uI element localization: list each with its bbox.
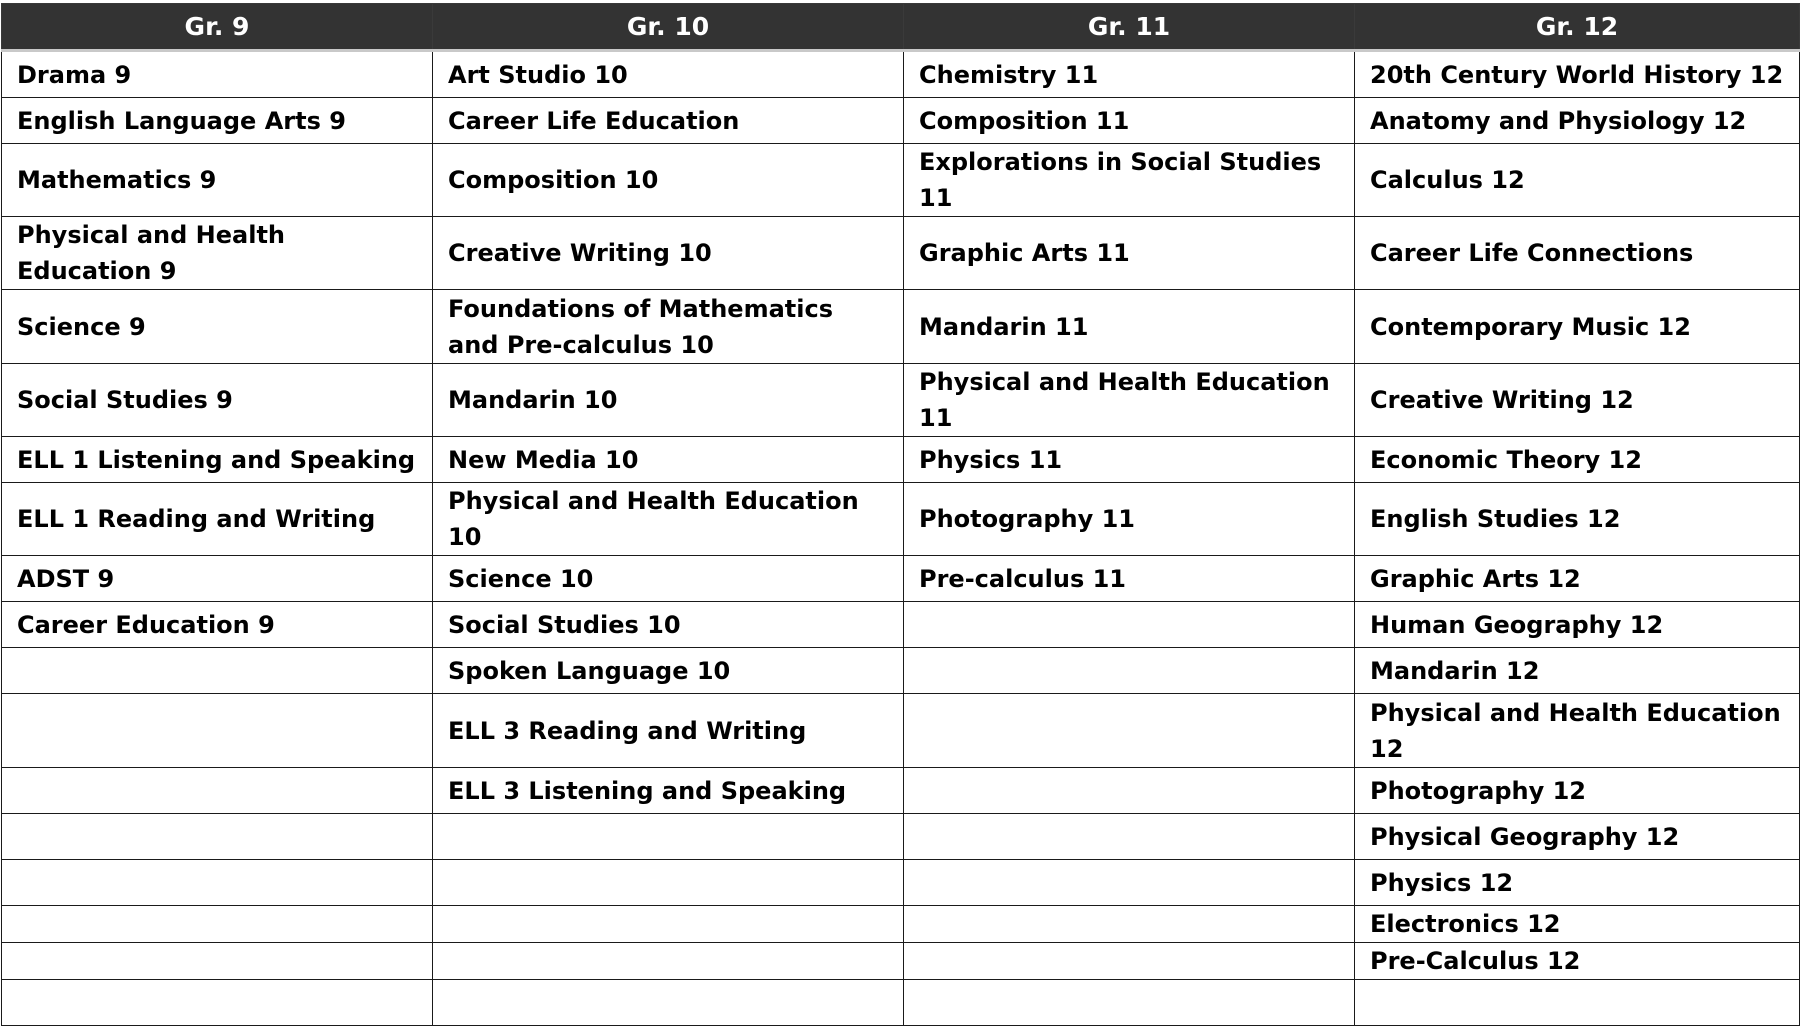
course-cell-grade-9 bbox=[2, 814, 433, 860]
table-row bbox=[2, 768, 1800, 814]
table-body bbox=[2, 51, 1800, 1026]
course-cell-grade-11: Composition 11 bbox=[904, 98, 1355, 144]
course-cell-grade-9 bbox=[2, 694, 433, 768]
course-cell-grade-10 bbox=[433, 814, 904, 860]
course-cell-grade-11: Physics 11 bbox=[904, 437, 1355, 483]
course-cell-grade-9: ELL 1 Reading and Writing bbox=[2, 483, 433, 556]
table-row bbox=[2, 364, 1800, 437]
course-cell-grade-12: Contemporary Music 12 bbox=[1355, 290, 1800, 364]
header-grade-10: Gr. 10 bbox=[433, 4, 904, 51]
course-cell-grade-12: Creative Writing 12 bbox=[1355, 364, 1800, 437]
course-cell-grade-9 bbox=[2, 768, 433, 814]
course-cell-grade-10: Science 10 bbox=[433, 556, 904, 602]
table-row bbox=[2, 290, 1800, 364]
course-cell-grade-12 bbox=[1355, 980, 1800, 1026]
course-cell-grade-9: English Language Arts 9 bbox=[2, 98, 433, 144]
course-cell-grade-12: 20th Century World History 12 bbox=[1355, 51, 1800, 98]
course-cell-grade-12: Photography 12 bbox=[1355, 768, 1800, 814]
course-cell-grade-12: Human Geography 12 bbox=[1355, 602, 1800, 648]
header-row bbox=[2, 4, 1800, 51]
header-grade-11: Gr. 11 bbox=[904, 4, 1355, 51]
course-cell-grade-11: Graphic Arts 11 bbox=[904, 217, 1355, 290]
course-cell-grade-10: Spoken Language 10 bbox=[433, 648, 904, 694]
course-cell-grade-10: New Media 10 bbox=[433, 437, 904, 483]
course-cell-grade-10: Physical and Health Education 10 bbox=[433, 483, 904, 556]
course-table bbox=[1, 3, 1800, 1026]
course-cell-grade-10: Art Studio 10 bbox=[433, 51, 904, 98]
course-cell-grade-9 bbox=[2, 943, 433, 980]
course-cell-grade-11 bbox=[904, 860, 1355, 906]
course-cell-grade-12: Economic Theory 12 bbox=[1355, 437, 1800, 483]
course-cell-grade-10: Creative Writing 10 bbox=[433, 217, 904, 290]
course-cell-grade-10: Career Life Education bbox=[433, 98, 904, 144]
course-cell-grade-11 bbox=[904, 648, 1355, 694]
course-cell-grade-10: Social Studies 10 bbox=[433, 602, 904, 648]
course-cell-grade-9: Social Studies 9 bbox=[2, 364, 433, 437]
course-cell-grade-9 bbox=[2, 980, 433, 1026]
table-row bbox=[2, 217, 1800, 290]
course-cell-grade-9: Science 9 bbox=[2, 290, 433, 364]
course-cell-grade-9 bbox=[2, 860, 433, 906]
course-cell-grade-9: Drama 9 bbox=[2, 51, 433, 98]
course-cell-grade-10 bbox=[433, 943, 904, 980]
course-cell-grade-10: ELL 3 Reading and Writing bbox=[433, 694, 904, 768]
table-row bbox=[2, 943, 1800, 980]
table-row bbox=[2, 648, 1800, 694]
course-cell-grade-11: Chemistry 11 bbox=[904, 51, 1355, 98]
course-cell-grade-11 bbox=[904, 906, 1355, 943]
course-cell-grade-12: Physical Geography 12 bbox=[1355, 814, 1800, 860]
table-header bbox=[2, 4, 1800, 51]
course-cell-grade-11: Pre-calculus 11 bbox=[904, 556, 1355, 602]
course-cell-grade-9 bbox=[2, 906, 433, 943]
course-cell-grade-12: English Studies 12 bbox=[1355, 483, 1800, 556]
course-cell-grade-9: Career Education 9 bbox=[2, 602, 433, 648]
course-cell-grade-12: Anatomy and Physiology 12 bbox=[1355, 98, 1800, 144]
course-cell-grade-12: Mandarin 12 bbox=[1355, 648, 1800, 694]
course-cell-grade-12: Physics 12 bbox=[1355, 860, 1800, 906]
course-cell-grade-10: Mandarin 10 bbox=[433, 364, 904, 437]
course-cell-grade-10: Composition 10 bbox=[433, 144, 904, 217]
course-cell-grade-11 bbox=[904, 943, 1355, 980]
course-cell-grade-12: Electronics 12 bbox=[1355, 906, 1800, 943]
course-cell-grade-11 bbox=[904, 694, 1355, 768]
table-row bbox=[2, 602, 1800, 648]
course-cell-grade-10 bbox=[433, 980, 904, 1026]
course-cell-grade-11: Explorations in Social Studies 11 bbox=[904, 144, 1355, 217]
course-cell-grade-10 bbox=[433, 860, 904, 906]
table-row bbox=[2, 51, 1800, 98]
header-grade-12: Gr. 12 bbox=[1355, 4, 1800, 51]
course-cell-grade-9: ADST 9 bbox=[2, 556, 433, 602]
table-row bbox=[2, 437, 1800, 483]
table-row bbox=[2, 860, 1800, 906]
header-grade-9: Gr. 9 bbox=[2, 4, 433, 51]
table-row bbox=[2, 144, 1800, 217]
course-cell-grade-9: Physical and Health Education 9 bbox=[2, 217, 433, 290]
table-row bbox=[2, 980, 1800, 1026]
course-cell-grade-11: Physical and Health Education 11 bbox=[904, 364, 1355, 437]
course-cell-grade-11 bbox=[904, 602, 1355, 648]
table-row bbox=[2, 814, 1800, 860]
course-cell-grade-10: ELL 3 Listening and Speaking bbox=[433, 768, 904, 814]
course-cell-grade-12: Graphic Arts 12 bbox=[1355, 556, 1800, 602]
course-cell-grade-9: Mathematics 9 bbox=[2, 144, 433, 217]
course-cell-grade-11 bbox=[904, 814, 1355, 860]
course-cell-grade-11 bbox=[904, 980, 1355, 1026]
table-row bbox=[2, 98, 1800, 144]
course-cell-grade-9: ELL 1 Listening and Speaking bbox=[2, 437, 433, 483]
course-cell-grade-9 bbox=[2, 648, 433, 694]
table-row bbox=[2, 694, 1800, 768]
course-cell-grade-10 bbox=[433, 906, 904, 943]
table-row bbox=[2, 556, 1800, 602]
course-cell-grade-11: Mandarin 11 bbox=[904, 290, 1355, 364]
course-cell-grade-11 bbox=[904, 768, 1355, 814]
table-row bbox=[2, 483, 1800, 556]
course-cell-grade-12: Calculus 12 bbox=[1355, 144, 1800, 217]
course-cell-grade-10: Foundations of Mathematics and Pre-calculus 10 bbox=[433, 290, 904, 364]
course-cell-grade-12: Physical and Health Education 12 bbox=[1355, 694, 1800, 768]
course-cell-grade-12: Career Life Connections bbox=[1355, 217, 1800, 290]
course-cell-grade-12: Pre-Calculus 12 bbox=[1355, 943, 1800, 980]
table-row bbox=[2, 906, 1800, 943]
course-cell-grade-11: Photography 11 bbox=[904, 483, 1355, 556]
